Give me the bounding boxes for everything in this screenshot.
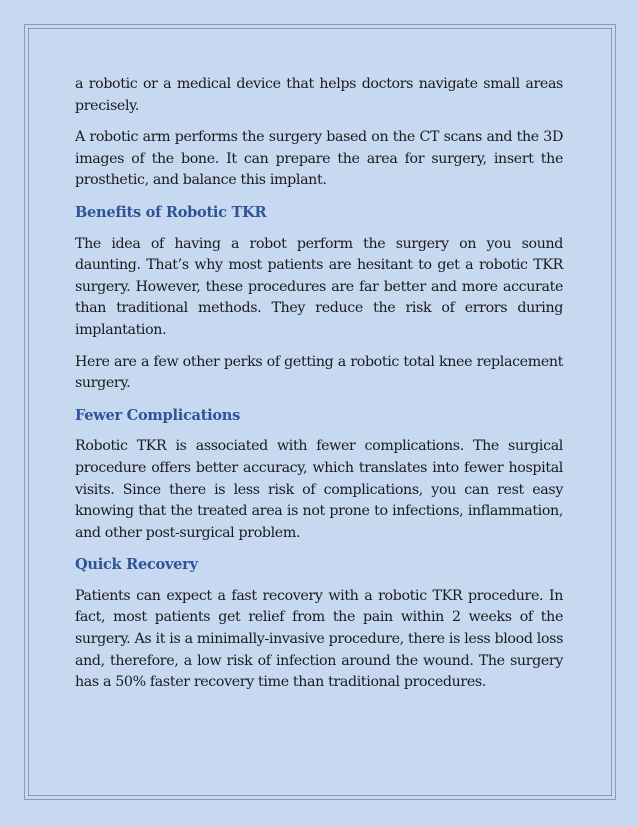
paragraph-benefits: The idea of having a robot perform the surgery on you sound daunting. That’s why most patients are hesitant to get a robotic TKR surgery. However, these procedures are far better and more accurate than traditional methods. They reduce the risk of errors during implantation. (75, 235, 563, 338)
paragraph-device-intro: a robotic or a medical device that helps doctors navigate small areas precisely. (75, 76, 563, 114)
paragraph-complications: Robotic TKR is associated with fewer complications. The surgical procedure offers better accuracy, which translates into fewer hospital visits. Since there is less risk of complications, you can rest easy knowing that the treated area is not prone to infections, inflammation, and other post-surgical problem. (75, 438, 563, 541)
paragraph-recovery: Patients can expect a fast recovery with a robotic TKR procedure. In fact, most patients get relief from the pain within 2 weeks of the surgery. As it is a minimally-invasive procedure, there is less blood loss and, therefore, a low risk of infection around the wound. The surgery has a 50% faster recovery time than traditional procedures. (75, 587, 563, 691)
paragraph-perks: Here are a few other perks of getting a robotic total knee replacement surgery. (75, 353, 563, 392)
heading-quick-recovery: Quick Recovery (75, 556, 198, 574)
heading-benefits: Benefits of Robotic TKR (75, 203, 267, 221)
heading-fewer-complications: Fewer Complications (75, 406, 241, 424)
paragraph-robotic-arm: A robotic arm performs the surgery based on the CT scans and the 3D images of the bone. It can prepare the area for surgery, insert the prosthetic, and balance this implant. (75, 129, 563, 189)
document-body (75, 74, 563, 704)
